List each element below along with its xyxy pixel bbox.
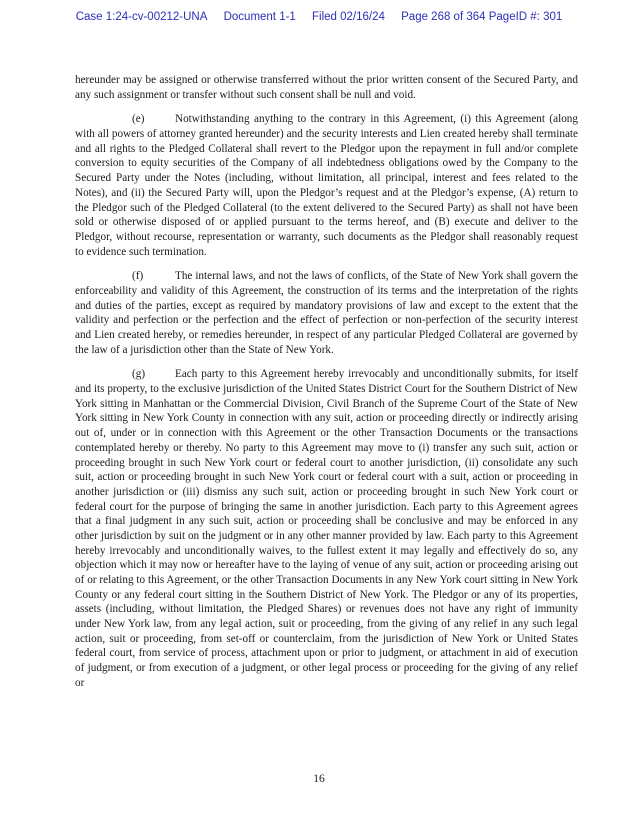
paragraph-g bbox=[75, 367, 578, 690]
page-info: Page 268 of 364 PageID #: 301 bbox=[401, 11, 563, 23]
document-body bbox=[75, 73, 578, 701]
paragraph-e bbox=[75, 112, 578, 259]
paragraph-f bbox=[75, 269, 578, 357]
paragraph-g-label: (g) bbox=[132, 368, 146, 381]
document-number: Document 1-1 bbox=[223, 11, 296, 23]
filed-date: Filed 02/16/24 bbox=[312, 11, 385, 23]
paragraph-continuation: hereunder may be assigned or otherwise transferred without the prior written consent of the Secured Party, and any such assignment or transfer without such consent shall be null and void. bbox=[75, 74, 578, 101]
paragraph-e-text: Notwithstanding anything to the contrary in this Agreement, (i) this Agreement (along with all powers of attorney granted hereunder) and the security interests and Lien created hereby shall terminate and all rights to the Pledged Collateral shall revert to the Pledgor upon the repayment in full and/or complete conversion to equity securities of the Company of all indebtedness obligations owed by the Company to the Secured Party under the Notes (including, without limitation, all principal, interest and fees related to the Notes), and (ii) the Secured Party will, upon the Pledgor’s request and at the Pledgor’s expense, (A) return to the Pledgor such of the Pledged Collateral (to the extent delivered to the Secured Party) as shall not have been sold or otherwise disposed of or applied pursuant to the terms hereof, and (B) execute and deliver to the Pledgor, without recourse, representation or warranty, such documents as the Pledgor shall reasonably request to evidence such termination. bbox=[75, 113, 578, 258]
page-number: 16 bbox=[313, 773, 325, 785]
paragraph-f-text: The internal laws, and not the laws of conflicts, of the State of New York shall govern the enforceability and validity of this Agreement, the construction of its terms and the interpretation of the rights and duties of the parties, except as required by mandatory provisions of law and except to the extent that the validity and perfection or the perfection and the effect of perfection or non-perfection of the security interest and Lien created hereby, or remedies hereunder, in respect of any particular Pledged Collateral are governed by the law of a jurisdiction other than the State of New York. bbox=[75, 270, 578, 356]
paragraph-f-label: (f) bbox=[132, 270, 144, 283]
paragraph-e-label: (e) bbox=[132, 113, 145, 126]
paragraph-g-text: Each party to this Agreement hereby irrevocably and unconditionally submits, for itself and its property, to the exclusive jurisdiction of the United States District Court for the Southern District of New York sitting in Manhattan or the Commercial Division, Civil Branch of the Supreme Court of the State of New York sitting in New York County in connection with any suit, action or proceeding directly or indirectly arising out of, under or in connection with this Agreement or the other Transaction Documents or the transactions contemplated hereby or thereby. No party to this Agreement may move to (i) transfer any such suit, action or proceeding brought in such New York court or federal court to another jurisdiction, (ii) consolidate any such suit, action or proceeding brought in such New York court or federal court with a suit, action or proceeding in another jurisdiction or (iii) dismiss any such suit, action or proceeding brought in such New York court or federal court for the purpose of bringing the same in another jurisdiction. Each party to this Agreement agrees that a final judgment in any such suit, action or proceeding shall be conclusive and may be enforced in any other jurisdiction by suit on the judgment or in any other manner provided by law. Each party to this Agreement hereby irrevocably and unconditionally waives, to the fullest extent it may legally and effectively do so, any objection which it may now or hereafter have to the laying of venue of any suit, action or proceeding arising out of or relating to this Agreement, or the other Transaction Documents in any New York court sitting in New York County or any federal court sitting in the Southern District of New York. The Pledgor or any of its properties, assets (including, without limitation, the Pledged Shares) or revenues does not have any right of immunity under New York law, from any legal action, suit or proceeding, from the giving of any relief in any such legal action, suit or proceeding, from set-off or counterclaim, from the jurisdiction of New York or United States federal court, from service of process, attachment upon or prior to judgment, or attachment in aid of execution of judgment, or from execution of a judgment, or other legal process or proceeding for the giving of any relief or bbox=[75, 368, 578, 689]
case-number: Case 1:24-cv-00212-UNA bbox=[75, 11, 208, 23]
case-header bbox=[0, 11, 638, 23]
